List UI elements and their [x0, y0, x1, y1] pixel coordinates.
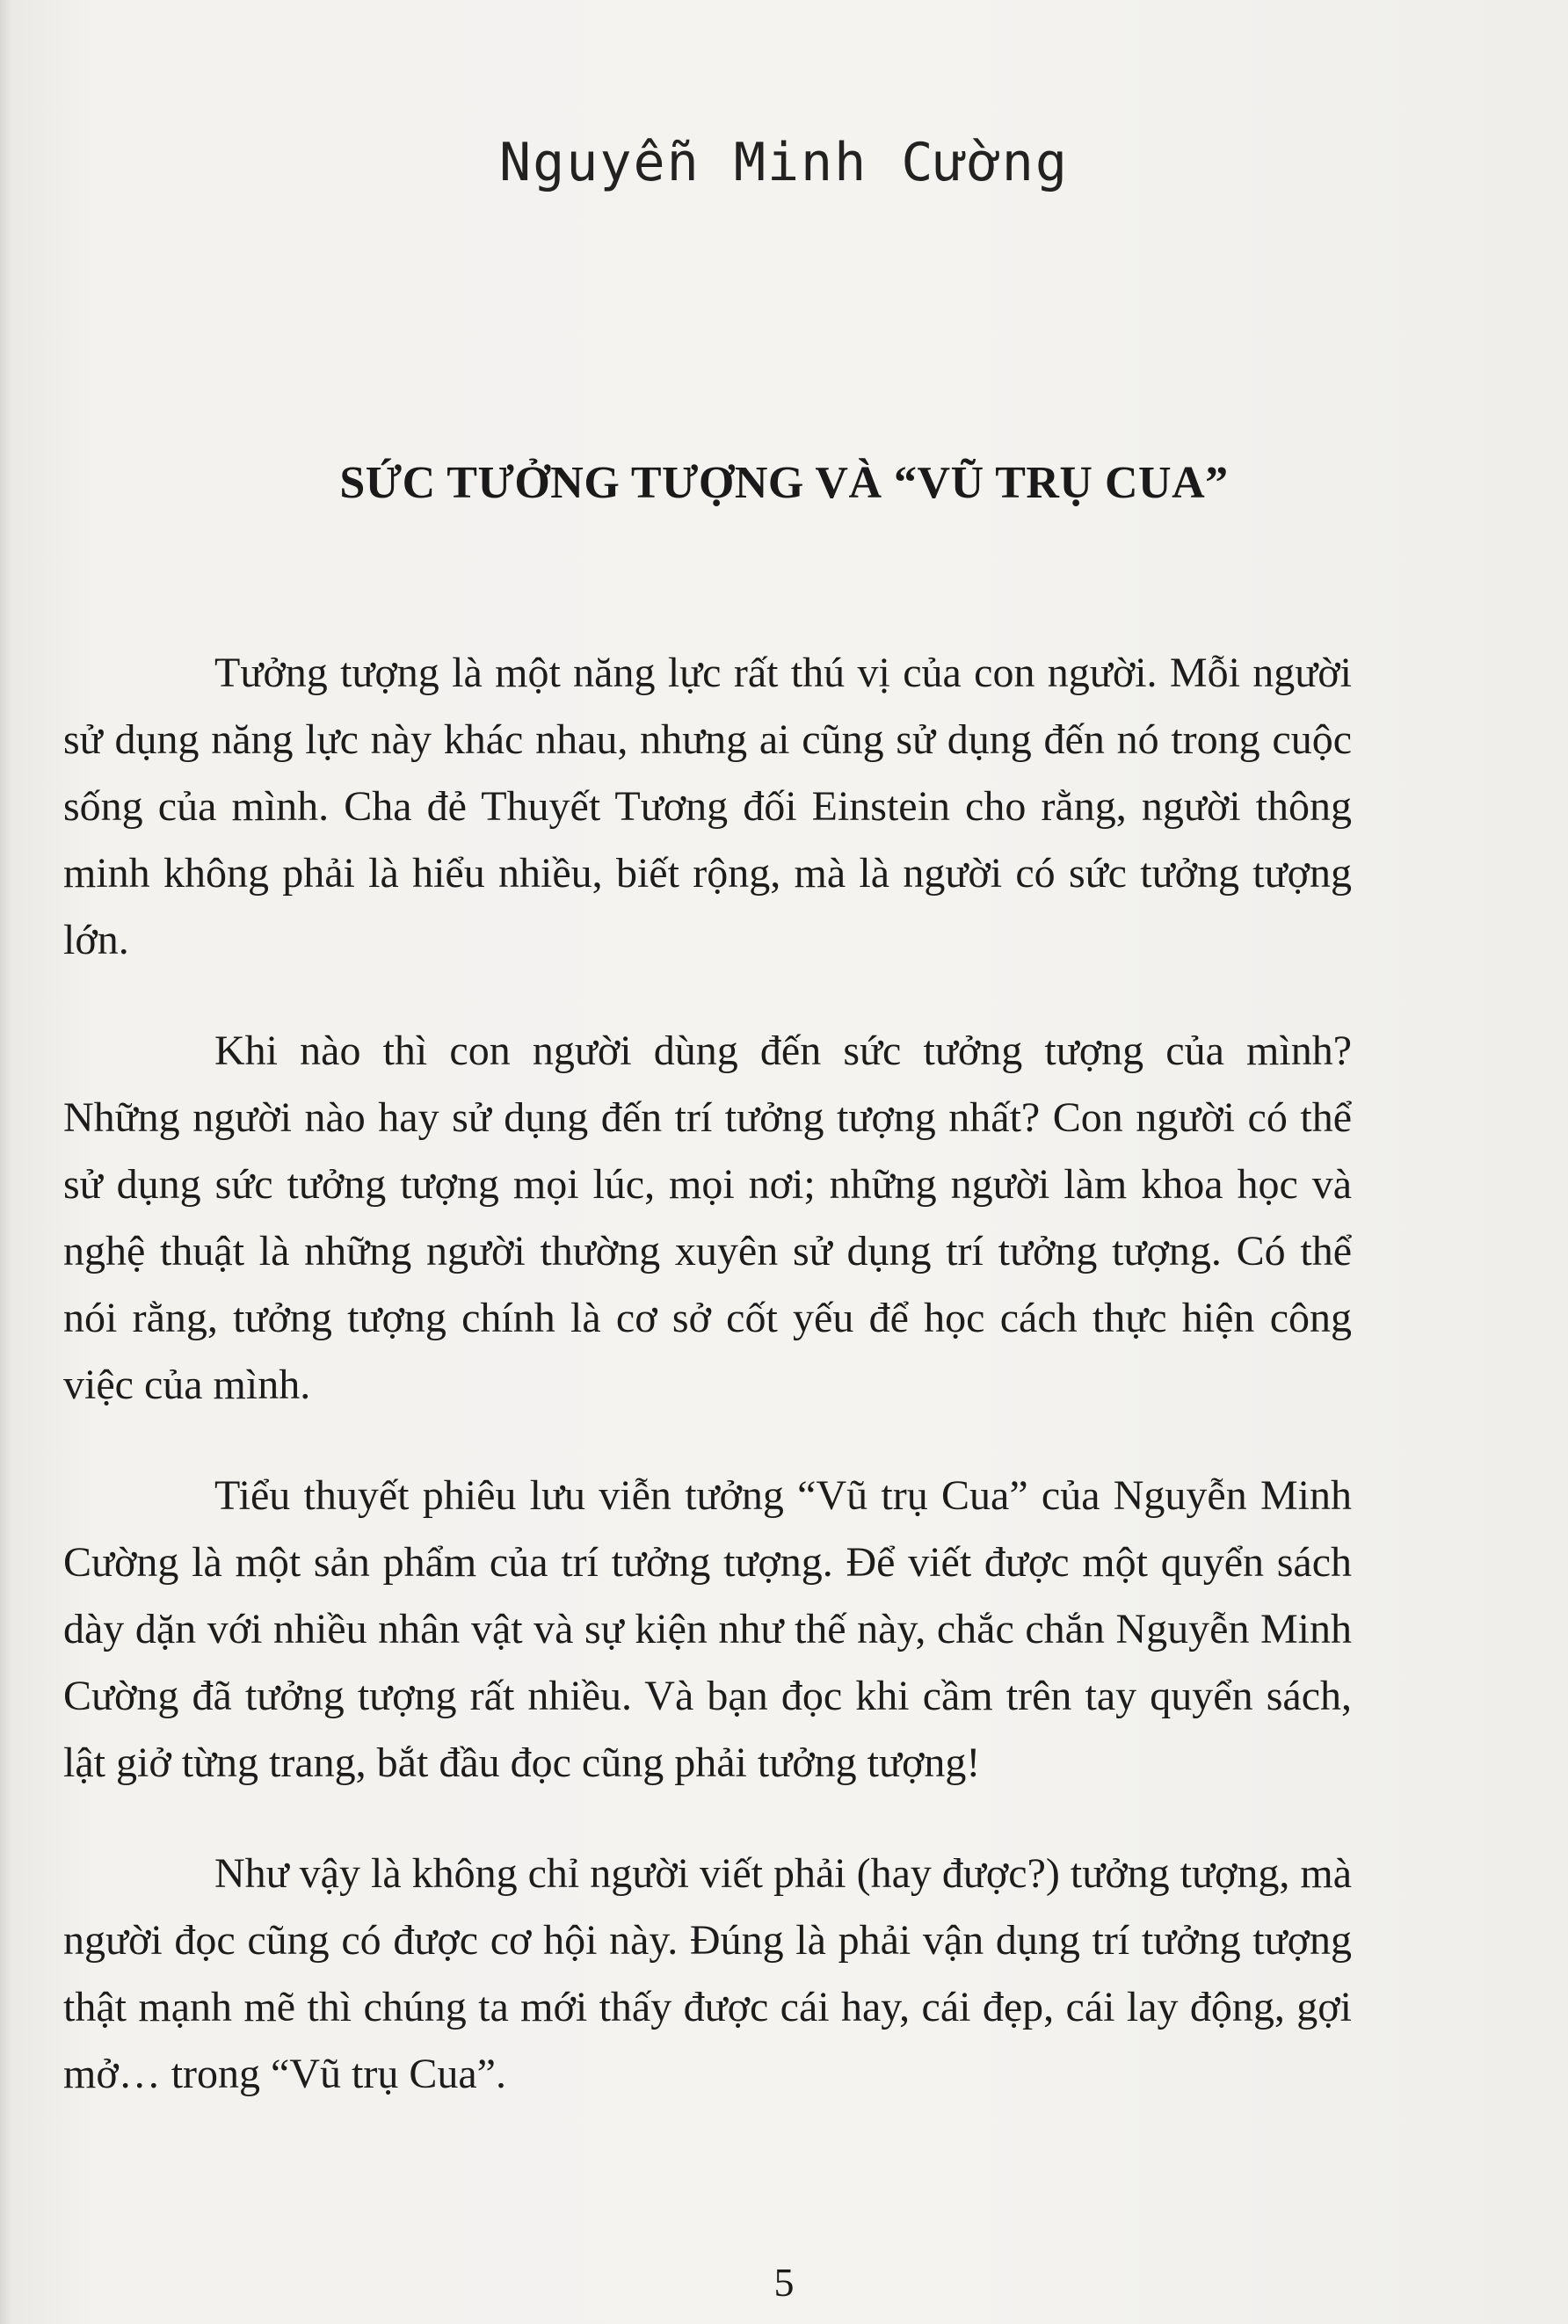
section-title: SỨC TƯỞNG TƯỢNG VÀ “VŨ TRỤ CUA” — [339, 458, 1229, 508]
paragraph: Khi nào thì con người dùng đến sức tưởng tượng của mình? Những người nào hay sử dụng đến trí tưởng tượng nhất? Con người có thể sử dụng sức tưởng tượng mọi lúc, mọi nơi; những người làm khoa học và nghệ thuật là những người thường xuyên sử dụng trí tưởng tượng. Có thể nói rằng, tưởng tượng chính là cơ sở cốt yếu để học cách thực hiện công việc của mình. — [63, 1028, 1352, 1408]
running-header-author: Nguyễn Minh Cường — [498, 132, 1070, 193]
page-binding-edge — [0, 0, 12, 2324]
page-number: 5 — [773, 2260, 795, 2305]
paragraph: Như vậy là không chỉ người viết phải (hay được?) tưởng tượng, mà người đọc cũng có được cơ hội này. Đúng là phải vận dụng trí tưởng tượng thật mạnh mẽ thì chúng ta mới thấy được cái hay, cái đẹp, cái lay động, gợi mở… trong “Vũ trụ Cua”. — [63, 1850, 1353, 2097]
body-text — [63, 640, 1352, 2152]
paragraph: Tiểu thuyết phiêu lưu viễn tưởng “Vũ trụ Cua” của Nguyễn Minh Cường là một sản phẩm của trí tưởng tượng. Để viết được một quyển sách dày dặn với nhiều nhân vật và sự kiện như thế này, chắc chắn Nguyễn Minh Cường đã tưởng tượng rất nhiều. Và bạn đọc khi cầm trên tay quyển sách, lật giở từng trang, bắt đầu đọc cũng phải tưởng tượng! — [63, 1472, 1352, 1786]
paragraph: Tưởng tượng là một năng lực rất thú vị của con người. Mỗi người sử dụng năng lực này khác nhau, nhưng ai cũng sử dụng đến nó trong cuộc sống của mình. Cha đẻ Thuyết Tương đối Einstein cho rằng, người thông minh không phải là hiểu nhiều, biết rộng, mà là người có sức tưởng tượng lớn. — [63, 650, 1352, 963]
